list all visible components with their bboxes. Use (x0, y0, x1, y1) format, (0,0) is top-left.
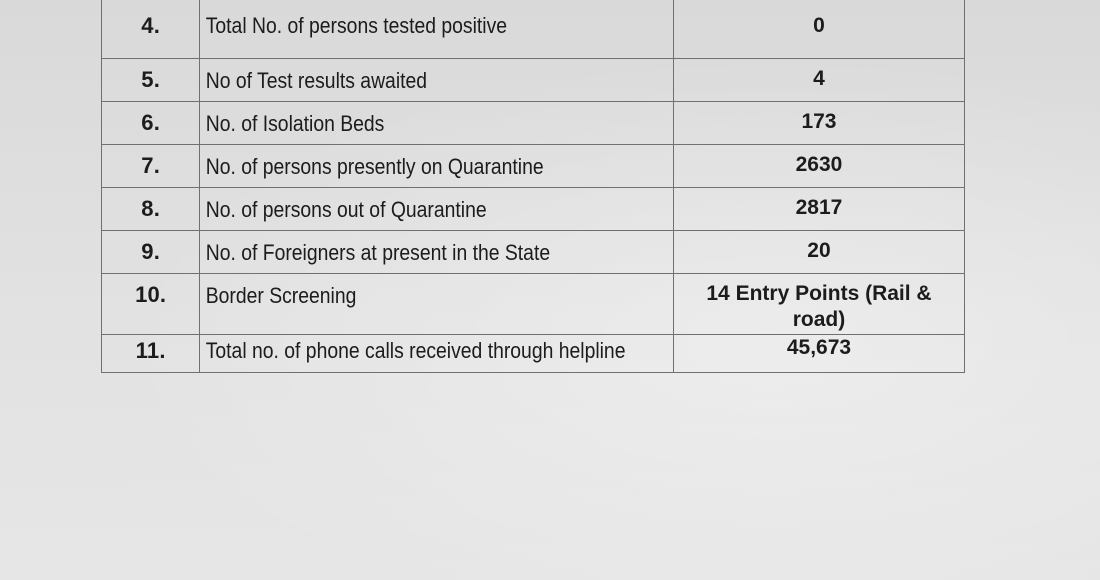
row-value-line: road) (792, 308, 846, 331)
row-description: No of Test results awaited (200, 59, 617, 102)
row-description: No. of persons presently on Quarantine (200, 145, 617, 188)
row-value: 0 (673, 0, 964, 59)
table-row (102, 231, 965, 274)
row-description: No. of Foreigners at present in the State (200, 231, 617, 274)
row-number: 6. (102, 102, 200, 145)
row-value (673, 274, 964, 335)
row-number: 7. (102, 145, 200, 188)
table-row (102, 59, 965, 102)
row-description: Total no. of phone calls received through helpline (200, 335, 617, 373)
table-row (102, 145, 965, 188)
row-value: 4 (673, 59, 964, 102)
row-description: Total No. of persons tested positive (200, 0, 617, 59)
table-row (102, 274, 965, 335)
statistics-table (101, 0, 965, 373)
table-row (102, 335, 965, 373)
row-value: 173 (673, 102, 964, 145)
row-value-line: 14 Entry Points (Rail & (706, 282, 932, 305)
row-number: 4. (102, 0, 200, 59)
row-number: 10. (102, 274, 200, 335)
row-description: No. of Isolation Beds (200, 102, 617, 145)
table-row (102, 188, 965, 231)
row-value: 45,673 (673, 335, 964, 373)
row-value: 20 (673, 231, 964, 274)
row-value: 2630 (673, 145, 964, 188)
row-description: Border Screening (200, 274, 617, 335)
row-number: 11. (102, 335, 200, 373)
row-number: 9. (102, 231, 200, 274)
table-row (102, 0, 965, 59)
row-number: 5. (102, 59, 200, 102)
table-row (102, 102, 965, 145)
row-number: 8. (102, 188, 200, 231)
row-description: No. of persons out of Quarantine (200, 188, 617, 231)
row-value: 2817 (673, 188, 964, 231)
